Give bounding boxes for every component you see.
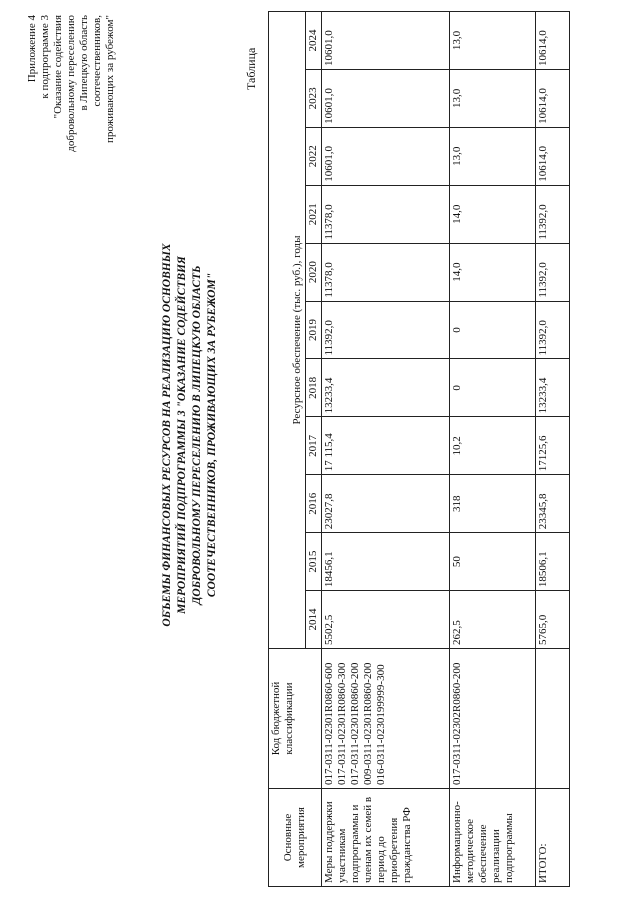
value-cell: 13,0 xyxy=(450,12,536,70)
measure-cell: Информационно-методическое обеспечение реализации подпрограммы xyxy=(450,789,536,887)
value-cell: 11392,0 xyxy=(322,301,450,359)
title-line: МЕРОПРИЯТИЙ ПОДПРОГРАММЫ 3 "ОКАЗАНИЕ СОДЕЙСТВИЯ xyxy=(176,256,188,614)
value-cell: 23345,8 xyxy=(536,475,570,533)
value-cell: 13233,4 xyxy=(322,359,450,417)
code-line: 017-0311-02302R0860-200 xyxy=(451,662,463,785)
year-cell: 2020 xyxy=(306,243,322,301)
year-cell: 2022 xyxy=(306,127,322,185)
code-cell xyxy=(322,649,450,789)
table-row xyxy=(536,12,570,887)
measure-cell: ИТОГО: xyxy=(536,789,570,887)
measure-cell: Меры поддержки участникам подпрограммы и членам их семей в период до приобретения гражданства РФ xyxy=(322,789,450,887)
value-cell: 10601,0 xyxy=(322,127,450,185)
value-cell: 14,0 xyxy=(450,243,536,301)
value-cell: 10,2 xyxy=(450,417,536,475)
value-cell: 318 xyxy=(450,475,536,533)
value-cell: 11378,0 xyxy=(322,243,450,301)
code-line: 017-0311-02301R0860-600 xyxy=(323,662,335,785)
value-cell: 13233,4 xyxy=(536,359,570,417)
value-cell: 23027,8 xyxy=(322,475,450,533)
value-cell: 10614,0 xyxy=(536,127,570,185)
code-line: 016-0311-0230199999-300 xyxy=(375,664,387,785)
year-cell: 2014 xyxy=(306,591,322,649)
value-cell: 10601,0 xyxy=(322,69,450,127)
value-cell: 18456,1 xyxy=(322,533,450,591)
header-resources: Ресурсное обеспечение (тыс. руб.), годы xyxy=(269,12,306,649)
year-cell: 2024 xyxy=(306,12,322,70)
year-cell: 2018 xyxy=(306,359,322,417)
year-cell: 2016 xyxy=(306,475,322,533)
value-cell: 17 115,4 xyxy=(322,417,450,475)
value-cell: 262,5 xyxy=(450,591,536,649)
title-line: ДОБРОВОЛЬНОМУ ПЕРЕСЕЛЕНИЮ В ЛИПЕЦКУЮ ОБЛАСТЬ xyxy=(191,265,203,605)
value-cell: 50 xyxy=(450,533,536,591)
code-cell xyxy=(536,649,570,789)
year-cell: 2019 xyxy=(306,301,322,359)
header-row xyxy=(269,12,306,887)
appendix-line: проживающих за рубежом" xyxy=(104,15,116,143)
document-title xyxy=(160,135,220,735)
appendix-line: "Оказание содействия xyxy=(52,15,64,119)
table-row xyxy=(322,12,450,887)
value-cell: 5502,5 xyxy=(322,591,450,649)
value-cell: 0 xyxy=(450,301,536,359)
code-cell xyxy=(450,649,536,789)
year-cell: 2017 xyxy=(306,417,322,475)
value-cell: 0 xyxy=(450,359,536,417)
code-line: 017-0311-02301R0860-200 xyxy=(349,662,361,785)
appendix-line: к подпрограмме 3 xyxy=(39,15,51,99)
header-code: Код бюджетной классификации xyxy=(269,649,322,789)
appendix-line: Приложение 4 xyxy=(26,15,38,83)
value-cell: 13,0 xyxy=(450,69,536,127)
appendix-line: соотечественников, xyxy=(91,15,103,107)
header-measures: Основные мероприятия xyxy=(269,789,322,887)
appendix-line: добровольному переселению xyxy=(65,15,77,152)
value-cell: 10614,0 xyxy=(536,69,570,127)
value-cell: 5765,0 xyxy=(536,591,570,649)
value-cell: 18506,1 xyxy=(536,533,570,591)
value-cell: 11378,0 xyxy=(322,185,450,243)
title-line: СООТЕЧЕСТВЕННИКОВ, ПРОЖИВАЮЩИХ ЗА РУБЕЖОМ" xyxy=(206,272,218,598)
title-line: ОБЪЕМЫ ФИНАНСОВЫХ РЕСУРСОВ НА РЕАЛИЗАЦИЮ ОСНОВНЫХ xyxy=(161,243,173,627)
appendix-line: в Липецкую область xyxy=(78,15,90,111)
resources-table xyxy=(268,11,570,887)
value-cell: 10601,0 xyxy=(322,12,450,70)
appendix-note xyxy=(26,15,117,175)
value-cell: 11392,0 xyxy=(536,185,570,243)
table-label: Таблица xyxy=(244,47,258,90)
year-cell: 2015 xyxy=(306,533,322,591)
value-cell: 17125,6 xyxy=(536,417,570,475)
value-cell: 10614,0 xyxy=(536,12,570,70)
value-cell: 11392,0 xyxy=(536,243,570,301)
value-cell: 11392,0 xyxy=(536,301,570,359)
value-cell: 14,0 xyxy=(450,185,536,243)
value-cell: 13,0 xyxy=(450,127,536,185)
year-cell: 2021 xyxy=(306,185,322,243)
code-line: 017-0311-02301R0860-300 xyxy=(336,662,348,785)
year-cell: 2023 xyxy=(306,69,322,127)
table-row xyxy=(450,12,536,887)
code-line: 009-0311-02301R0860-200 xyxy=(362,662,374,785)
